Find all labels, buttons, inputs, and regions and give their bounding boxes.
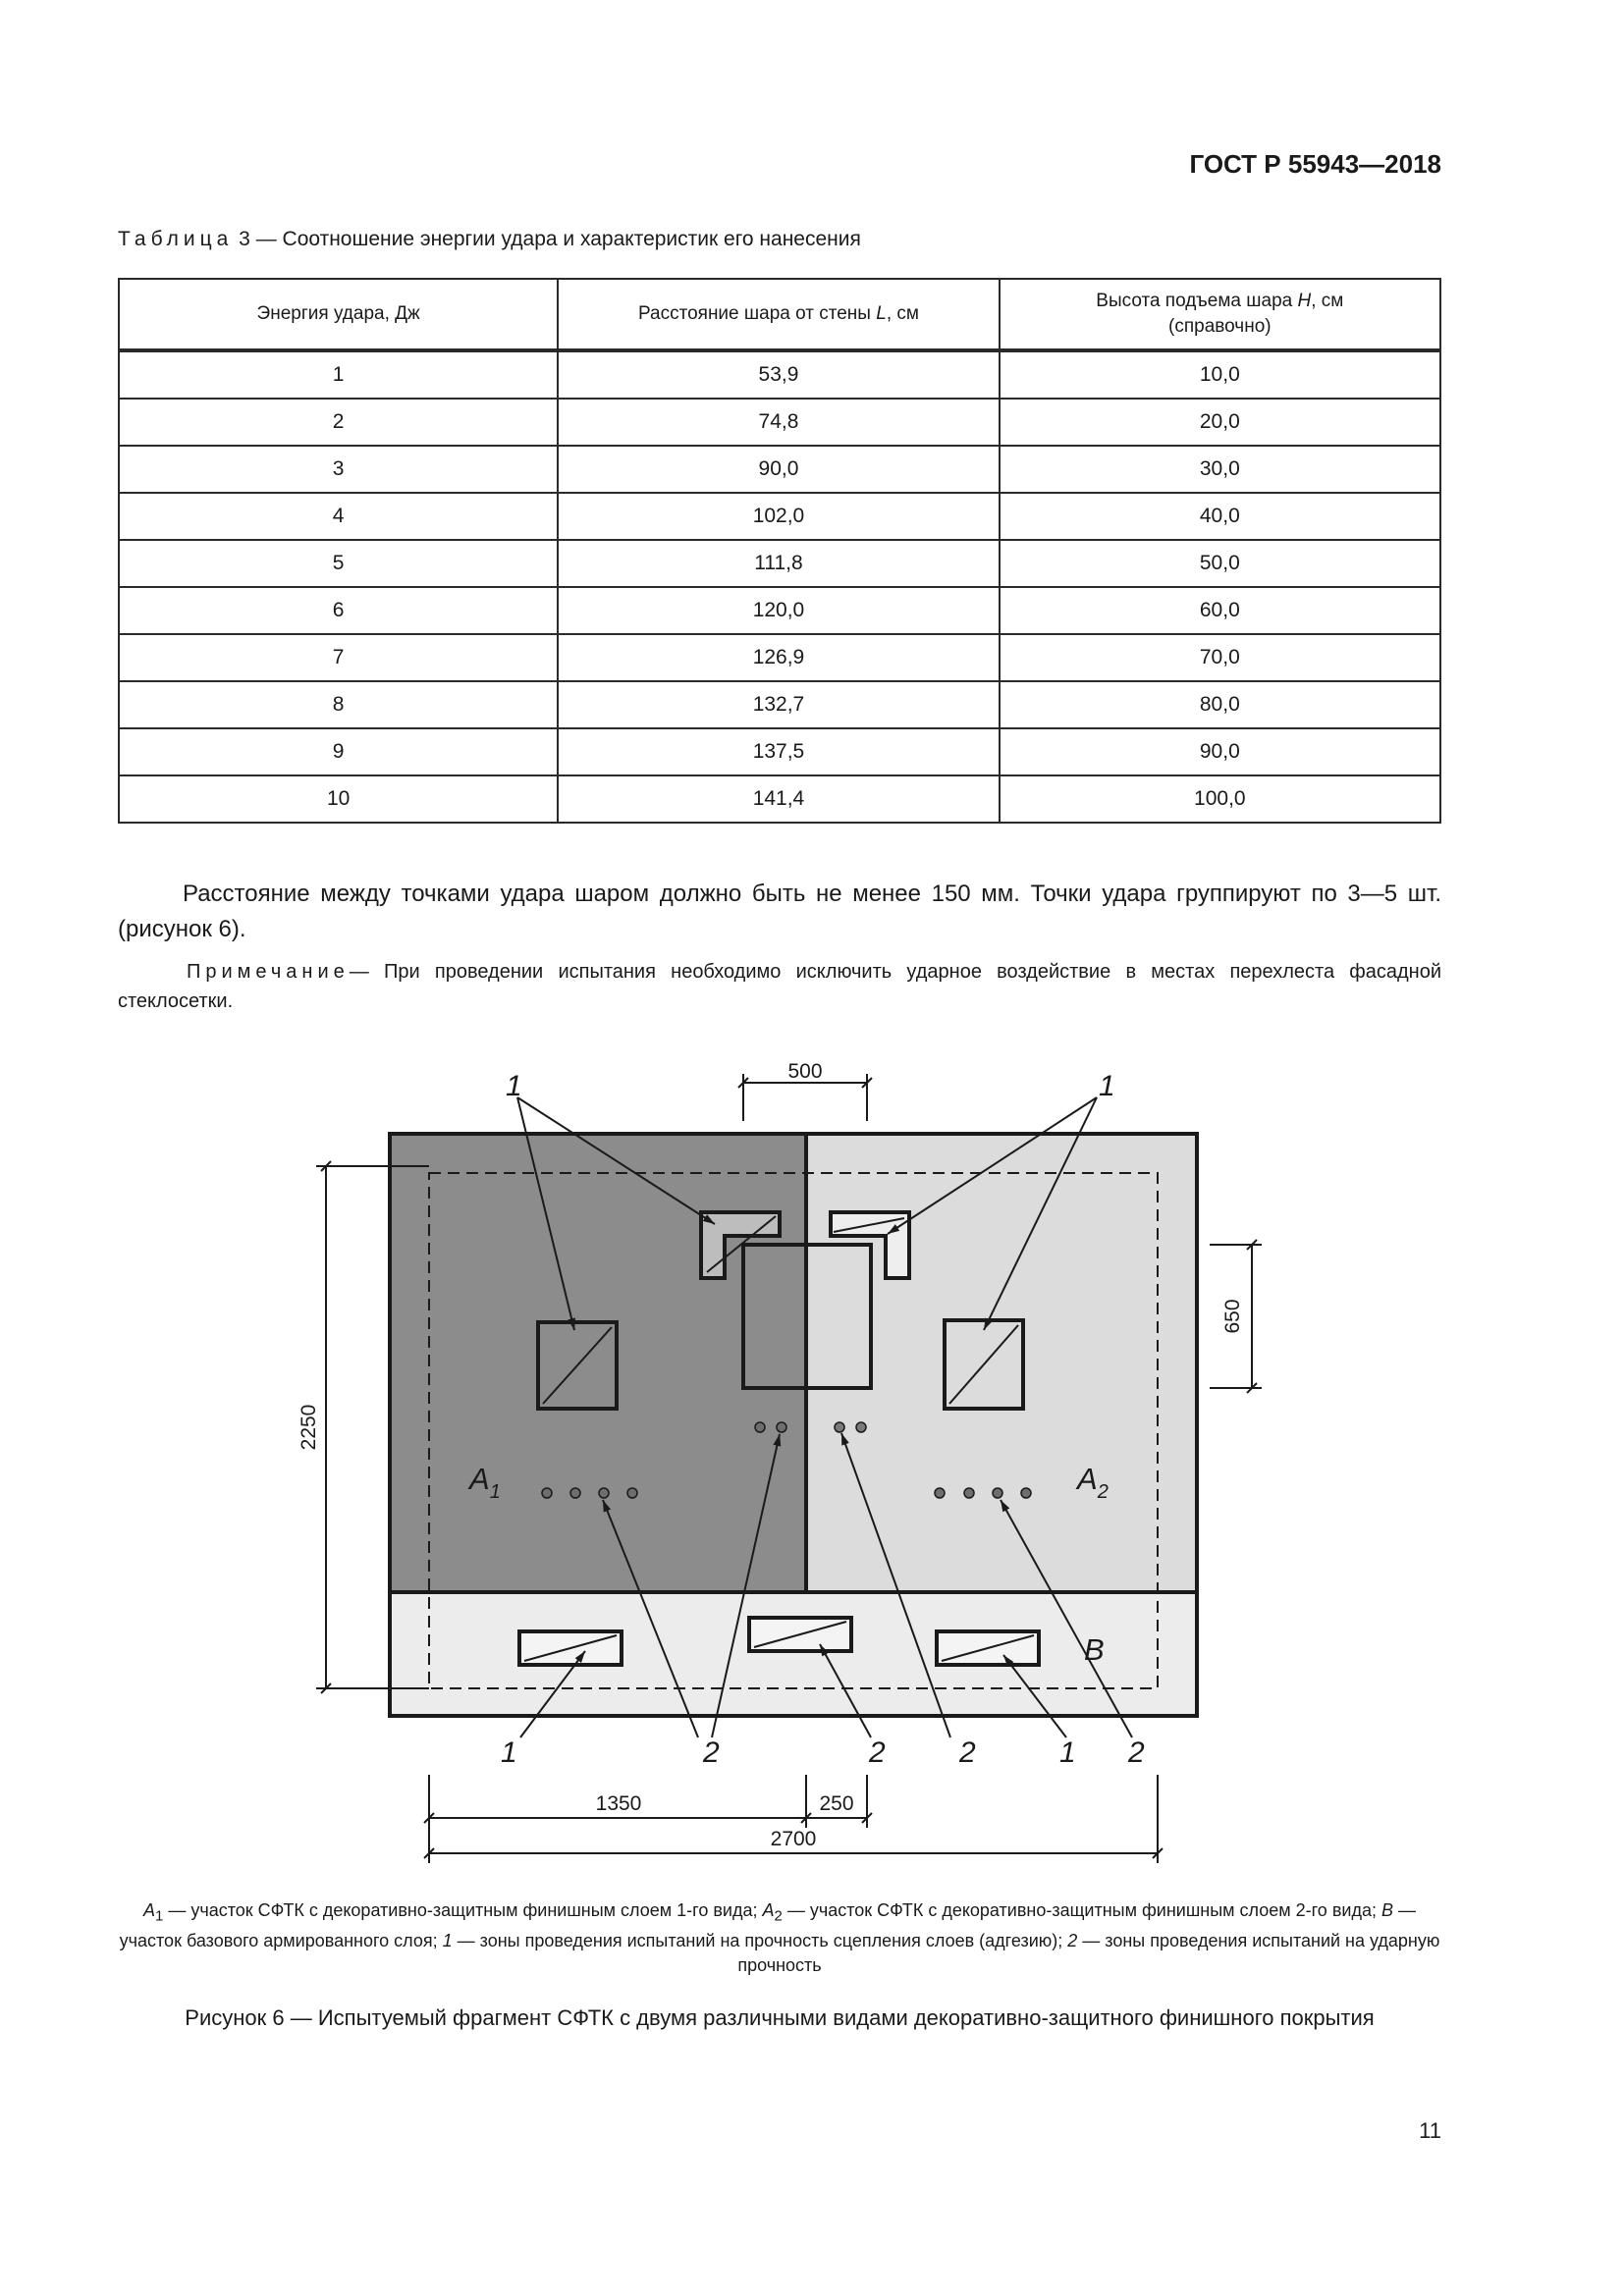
page-number: 11 — [1419, 2118, 1441, 2143]
table-cell-distance: 126,9 — [558, 634, 999, 681]
dimension-2700-label: 2700 — [770, 1828, 817, 1850]
callout-2-bottom-d: 2 — [1128, 1736, 1145, 1769]
adhesion-zone-a2 — [945, 1320, 1023, 1409]
column-header-distance: Расстояние шара от стены L, см — [558, 279, 999, 350]
table-cell-energy: 3 — [119, 446, 558, 493]
table-cell-energy: 6 — [119, 587, 558, 634]
table-cell-energy: 9 — [119, 728, 558, 775]
table-caption-text: 3 — Соотношение энергии удара и характеристик его нанесения — [233, 228, 861, 250]
table-cell-energy: 1 — [119, 350, 558, 399]
table-cell-distance: 141,4 — [558, 775, 999, 823]
table-cell-height: 100,0 — [1000, 775, 1440, 823]
table-cell-height: 80,0 — [1000, 681, 1440, 728]
note-word: Примечание — [187, 961, 350, 983]
figure-legend: $A_1$ — участок СФТК с декоративно-защитным финишным слоем 1-го вида; $A_2$ — участок СФТК с декоративно-защитным финишным слоем 2-го вида; B — участок базового армированного слоя; 1 — зоны проведения испытаний на прочность сцепления слоев (адгезию); 2 — зоны проведения испытаний на ударную прочность — [119, 1900, 1440, 1975]
table-cell-energy: 10 — [119, 775, 558, 823]
table-cell-height: 70,0 — [1000, 634, 1440, 681]
table-cell-distance: 111,8 — [558, 540, 999, 587]
zone-b-label: B — [1084, 1632, 1105, 1667]
table-cell-height: 40,0 — [1000, 493, 1440, 540]
table-cell-energy: 4 — [119, 493, 558, 540]
table-cell-height: 10,0 — [1000, 350, 1440, 399]
body-paragraph: Расстояние между точками удара шаром должно быть не менее 150 мм. Точки удара группируют по 3—5 шт. (рисунок 6). — [118, 881, 1441, 942]
table-cell-height: 20,0 — [1000, 399, 1440, 446]
table-cell-distance: 102,0 — [558, 493, 999, 540]
table-cell-distance: 90,0 — [558, 446, 999, 493]
table-cell-distance: 132,7 — [558, 681, 999, 728]
note-text: — При проведении испытания необходимо исключить ударное воздействие в местах перехлеста фасадной стеклосетки. — [118, 961, 1441, 1012]
table-cell-energy: 2 — [119, 399, 558, 446]
table-cell-height: 30,0 — [1000, 446, 1440, 493]
table-cell-energy: 7 — [119, 634, 558, 681]
dimension-1350-label: 1350 — [595, 1792, 642, 1815]
adhesion-zone-b-right — [937, 1631, 1039, 1665]
document-id: ГОСТ Р 55943—2018 — [1189, 149, 1441, 179]
table-cell-energy: 8 — [119, 681, 558, 728]
table-cell-height: 90,0 — [1000, 728, 1440, 775]
callout-1-top-left: 1 — [506, 1070, 522, 1102]
zone-b-panel — [390, 1592, 1197, 1716]
dimension-250-label: 250 — [819, 1792, 854, 1815]
table-cell-height: 50,0 — [1000, 540, 1440, 587]
table-cell-energy: 5 — [119, 540, 558, 587]
callout-1-bottom-left: 1 — [501, 1736, 517, 1769]
adhesion-zone-a1 — [538, 1322, 617, 1409]
zone-a1-label: $A_1$ — [469, 1462, 501, 1503]
table-cell-distance: 120,0 — [558, 587, 999, 634]
table-cell-distance: 137,5 — [558, 728, 999, 775]
callout-1-bottom-right: 1 — [1059, 1736, 1076, 1769]
callout-2-bottom-a: 2 — [703, 1736, 720, 1769]
table-cell-distance: 53,9 — [558, 350, 999, 399]
adhesion-zone-b-center — [749, 1618, 851, 1651]
dimension-2250-label: 2250 — [298, 1404, 320, 1451]
column-header-energy: Энергия удара, Дж — [119, 279, 558, 350]
dimension-650-label: 650 — [1221, 1299, 1244, 1334]
callout-2-bottom-c: 2 — [959, 1736, 976, 1769]
column-header-height: Высота подъема шара H, см (справочно) — [1000, 279, 1440, 350]
table-cell-height: 60,0 — [1000, 587, 1440, 634]
figure-caption: Рисунок 6 — Испытуемый фрагмент СФТК с двумя различными видами декоративно-защитного финишного покрытия — [185, 2005, 1375, 2030]
callout-2-bottom-b: 2 — [869, 1736, 886, 1769]
table-caption-word: Таблица — [118, 228, 234, 250]
table-cell-distance: 74,8 — [558, 399, 999, 446]
dimension-500-label: 500 — [787, 1060, 823, 1083]
zone-a2-label: $A_2$ — [1077, 1462, 1109, 1503]
adhesion-zone-b-left — [519, 1631, 622, 1665]
callout-1-top-right: 1 — [1099, 1070, 1115, 1102]
